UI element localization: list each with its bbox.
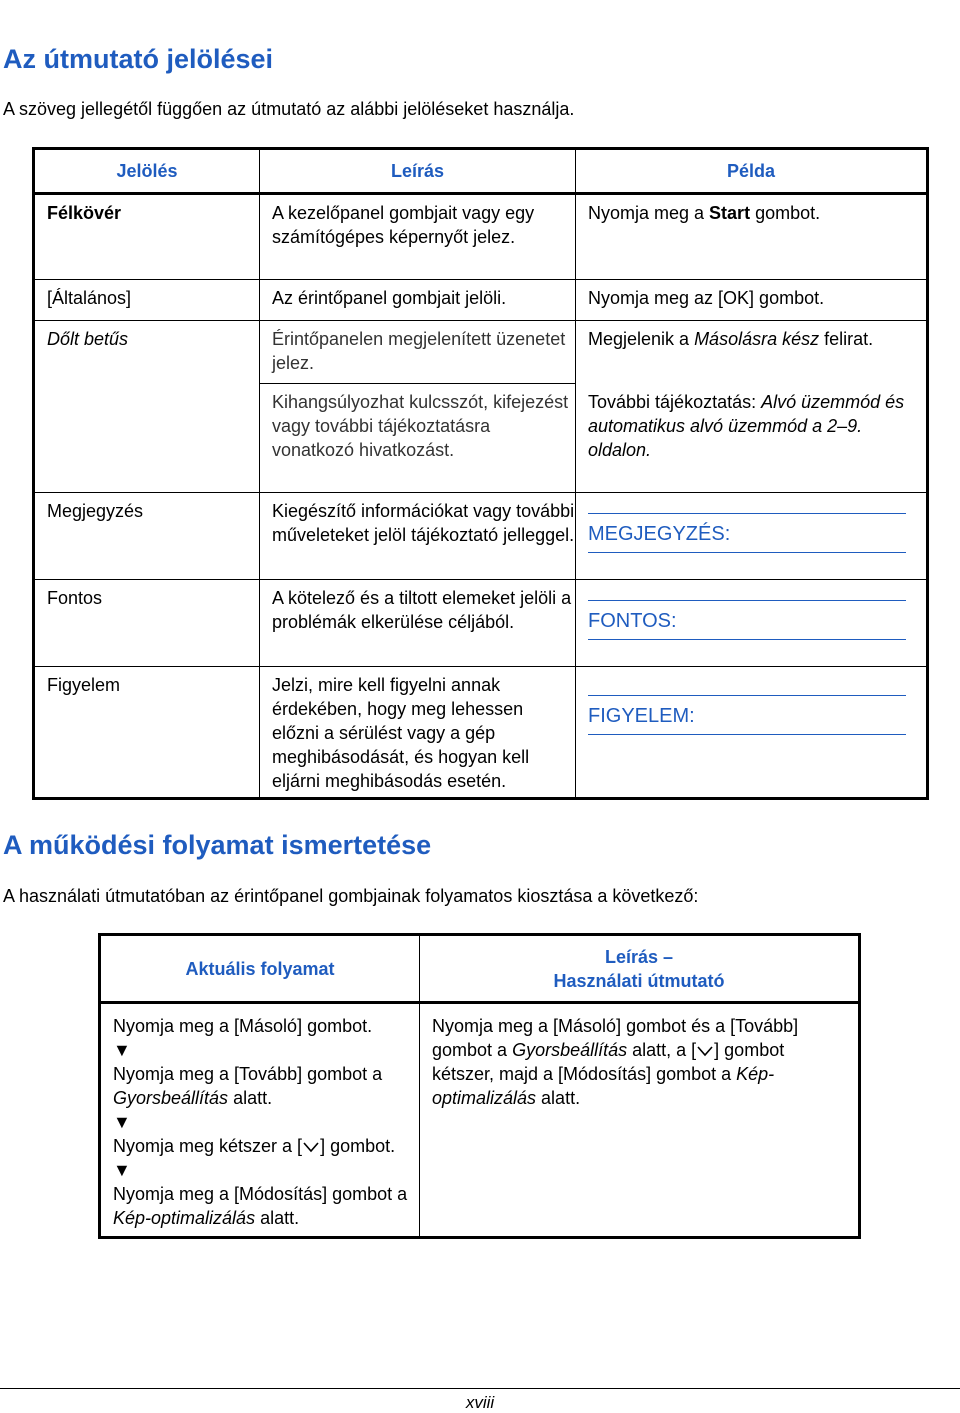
header-description-line-1: Leírás – (604, 946, 674, 967)
notation-note-label: Megjegyzés (34, 493, 260, 580)
procedure-step-3: Nyomja meg kétszer a [ ] gombot. (113, 1136, 396, 1156)
notation-general-desc: Az érintőpanel gombjait jelöli. (260, 280, 576, 321)
notation-italic-example-1: Megjelenik a Másolásra kész felirat. (576, 321, 928, 384)
notation-italic-desc-1: Érintőpanelen megjelenített üzenetet jelez. (260, 321, 576, 384)
section-title-notation: Az útmutató jelölései (3, 44, 274, 74)
notation-italic-desc-2: Kihangsúlyozhat kulcsszót, kifejezést vagy további tájékoztatásra vonatkozó hivatkozást. (260, 384, 576, 493)
footer-rule (0, 1388, 960, 1389)
notation-caution-label: Figyelem (34, 667, 260, 799)
important-example-label: FONTOS: (588, 610, 677, 632)
procedure-steps (100, 1003, 420, 1238)
notation-table-header (34, 149, 928, 194)
notation-caution-desc: Jelzi, mire kell figyelni annak érdekében, hogy meg lehessen előzni a sérülést vagy a gép meghibásodását, és hogyan kell eljárni meghibásodás esetén. (260, 667, 576, 799)
header-example: Példa (576, 149, 928, 194)
note-example-label: MEGJEGYZÉS: (588, 523, 731, 545)
notation-caution-example (576, 667, 928, 799)
table-row (34, 194, 928, 280)
notation-important-example (576, 580, 928, 667)
section-intro-notation: A szöveg jellegétől függően az útmutató az alábbi jelöléseket használja. (3, 99, 575, 119)
table-row (34, 580, 928, 667)
procedure-step-4: Nyomja meg a [Módosítás] gombot a Kép-optimalizálás alatt. (113, 1184, 408, 1228)
notation-general-example: Nyomja meg az [OK] gombot. (576, 280, 928, 321)
page-number: xviii (465, 1393, 495, 1412)
header-description-line-2: Használati útmutató (553, 970, 725, 991)
notation-bold-label: Félkövér (34, 194, 260, 280)
notation-bold-desc: A kezelőpanel gombjait vagy egy számítógépes képernyőt jelez. (260, 194, 576, 280)
procedure-table (98, 933, 861, 1239)
notation-table (32, 147, 929, 800)
procedure-step-2: Nyomja meg a [Tovább] gombot a Gyorsbeállítás alatt. (113, 1064, 383, 1108)
notation-note-example (576, 493, 928, 580)
notation-bold-example: Nyomja meg a Start gombot. (588, 203, 821, 223)
table-row (34, 493, 928, 580)
table-row (34, 280, 928, 321)
chevron-down-icon (696, 1045, 714, 1057)
important-example-box (588, 600, 906, 640)
procedure-step-1: Nyomja meg a [Másoló] gombot. (113, 1016, 373, 1036)
section-intro-procedure: A használati útmutatóban az érintőpanel gombjainak folyamatos kiosztása a következő: (3, 886, 699, 906)
table-row (100, 1003, 860, 1238)
notation-important-label: Fontos (34, 580, 260, 667)
down-arrow-icon: ▼ (113, 1160, 131, 1180)
caution-example-label: FIGYELEM: (588, 705, 695, 727)
notation-note-desc: Kiegészítő információkat vagy további műveleteket jelöl tájékoztató jelleggel. (260, 493, 576, 580)
chevron-down-icon (302, 1141, 320, 1153)
notation-important-desc: A kötelező és a tiltott elemeket jelöli a problémák elkerülése céljából. (260, 580, 576, 667)
header-manual-description (420, 935, 860, 1003)
table-row (34, 321, 928, 384)
down-arrow-icon: ▼ (113, 1040, 131, 1060)
table-row (34, 667, 928, 799)
notation-italic-label: Dőlt betűs (34, 321, 260, 493)
header-actual-procedure: Aktuális folyamat (100, 935, 420, 1003)
procedure-table-header (100, 935, 860, 1003)
procedure-description: Nyomja meg a [Másoló] gombot és a [Tovább] gombot a Gyorsbeállítás alatt, a [ ] gombot kétszer, majd a [Módosítás] gombot a Kép-optimalizálás alatt. (432, 1016, 799, 1108)
header-notation: Jelölés (34, 149, 260, 194)
notation-italic-example-2: További tájékoztatás: Alvó üzemmód és automatikus alvó üzemmód a 2–9. oldalon. (588, 391, 905, 460)
caution-example-box (588, 695, 906, 735)
notation-general-label: [Általános] (34, 280, 260, 321)
note-example-box (588, 513, 906, 553)
down-arrow-icon: ▼ (113, 1112, 131, 1132)
section-title-procedure: A működési folyamat ismertetése (3, 830, 432, 860)
header-description: Leírás (260, 149, 576, 194)
